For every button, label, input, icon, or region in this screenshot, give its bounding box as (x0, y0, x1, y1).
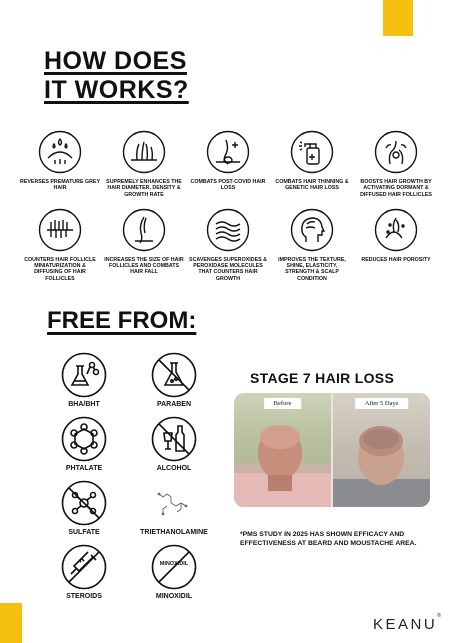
benefit-item (186, 208, 270, 282)
free-from-label: STEROIDS (66, 593, 102, 600)
before-after-photo (234, 393, 430, 507)
wavy-hair-icon (206, 208, 250, 252)
free-from-item (134, 544, 214, 600)
page-title (44, 47, 189, 105)
benefit-caption: SUPREMELY ENHANCES THE HAIR DIAMETER, DENSITY & GROWTH RATE (106, 179, 182, 198)
benefit-caption: REDUCES HAIR POROSITY (361, 256, 431, 263)
study-note: *PMS STUDY IN 2025 HAS SHOWN EFFICACY AND EFFECTIVENESS AT BEARD AND MOUSTACHE AREA. (240, 531, 417, 547)
no-minoxidil-icon (151, 544, 197, 590)
minoxidil-badge-text: MINOXIDIL (159, 561, 189, 567)
free-from-label: SULFATE (68, 529, 100, 536)
benefit-item (354, 208, 438, 282)
registered-mark: ® (437, 613, 441, 619)
benefit-caption: INCREASES THE SIZE OF HAIR FOLLICLES AND COMBATS HAIR FALL (104, 256, 184, 276)
no-alcohol-icon (151, 416, 197, 462)
benefit-caption: COMBATS HAIR THINNING & GENETIC HAIR LOSS (275, 179, 349, 192)
benefit-caption: IMPROVES THE TEXTURE, SHINE, ELASTICITY, STRENGTH & SCALP CONDITION (278, 256, 346, 282)
scalp-follicles-icon (38, 208, 82, 252)
brand-logo (373, 613, 441, 633)
free-from-label: PHTALATE (65, 465, 103, 472)
no-flask-icon (151, 352, 197, 398)
benefit-caption: COMBATS POST-COVID HAIR LOSS (190, 179, 266, 192)
accent-bar-top (383, 0, 413, 36)
hexagon-molecule-icon (61, 416, 107, 462)
benefit-caption: BOOSTS HAIR GROWTH BY ACTIVATING DORMANT & DIFFUSED HAIR FOLLICLES (360, 179, 432, 198)
free-from-label: PARABEN (156, 401, 192, 408)
free-from-label: BHA/BHT (68, 401, 100, 408)
after-photo (333, 393, 430, 507)
benefit-item (102, 208, 186, 282)
stage-title: STAGE 7 HAIR LOSS (250, 370, 395, 386)
free-from-label: MINOXIDIL (155, 593, 193, 600)
free-from-item (134, 416, 214, 472)
benefit-caption: SCAVENGES SUPEROXIDES & PEROXIDASE MOLECULES THAT COUNTERS HAIR GROWTH (189, 256, 267, 282)
free-from-item (134, 352, 214, 408)
free-from-item (44, 352, 124, 408)
free-from-title: FREE FROM: (47, 307, 197, 334)
accent-bar-bottom (0, 603, 22, 643)
free-from-item (44, 544, 124, 600)
before-label: Before (264, 398, 302, 409)
spray-bottle-icon (290, 130, 334, 174)
title-line-2: IT WORKS? (44, 76, 189, 104)
hair-follicle-plus-icon (206, 130, 250, 174)
hair-porosity-icon (374, 208, 418, 252)
no-syringe-icon (61, 544, 107, 590)
no-molecule-icon (61, 480, 107, 526)
free-from-item (44, 480, 124, 536)
before-photo (234, 393, 331, 507)
free-from-item (44, 416, 124, 472)
after-person-illustration (333, 393, 430, 507)
benefit-item (18, 130, 102, 198)
flask-molecule-icon (61, 352, 107, 398)
head-profile-icon (290, 208, 334, 252)
benefit-item (270, 208, 354, 282)
benefit-caption: COUNTERS HAIR FOLLICLE MINIATURIZATION & DIFFUSING OF HAIR FOLLICLES (24, 256, 96, 282)
chemical-structure-icon (151, 480, 197, 526)
before-person-illustration (234, 393, 331, 507)
free-from-label: ALCOHOL (156, 465, 192, 472)
benefit-item (102, 130, 186, 198)
free-from-item (134, 480, 214, 536)
hair-strands-icon (122, 130, 166, 174)
hair-root-growth-icon (374, 130, 418, 174)
single-strand-icon (122, 208, 166, 252)
benefit-caption: REVERSES PREMATURE GREY HAIR (20, 179, 100, 192)
water-drops-hair-icon (38, 130, 82, 174)
brand-name: KEANU (373, 616, 438, 633)
benefit-item (270, 130, 354, 198)
benefit-item (354, 130, 438, 198)
after-label: After 5 Days (355, 398, 409, 409)
free-from-label: TRIETHANOLAMINE (140, 529, 208, 536)
benefit-item (18, 208, 102, 282)
benefit-item (186, 130, 270, 198)
benefits-grid (18, 130, 438, 282)
title-line-1: HOW DOES (44, 47, 187, 75)
